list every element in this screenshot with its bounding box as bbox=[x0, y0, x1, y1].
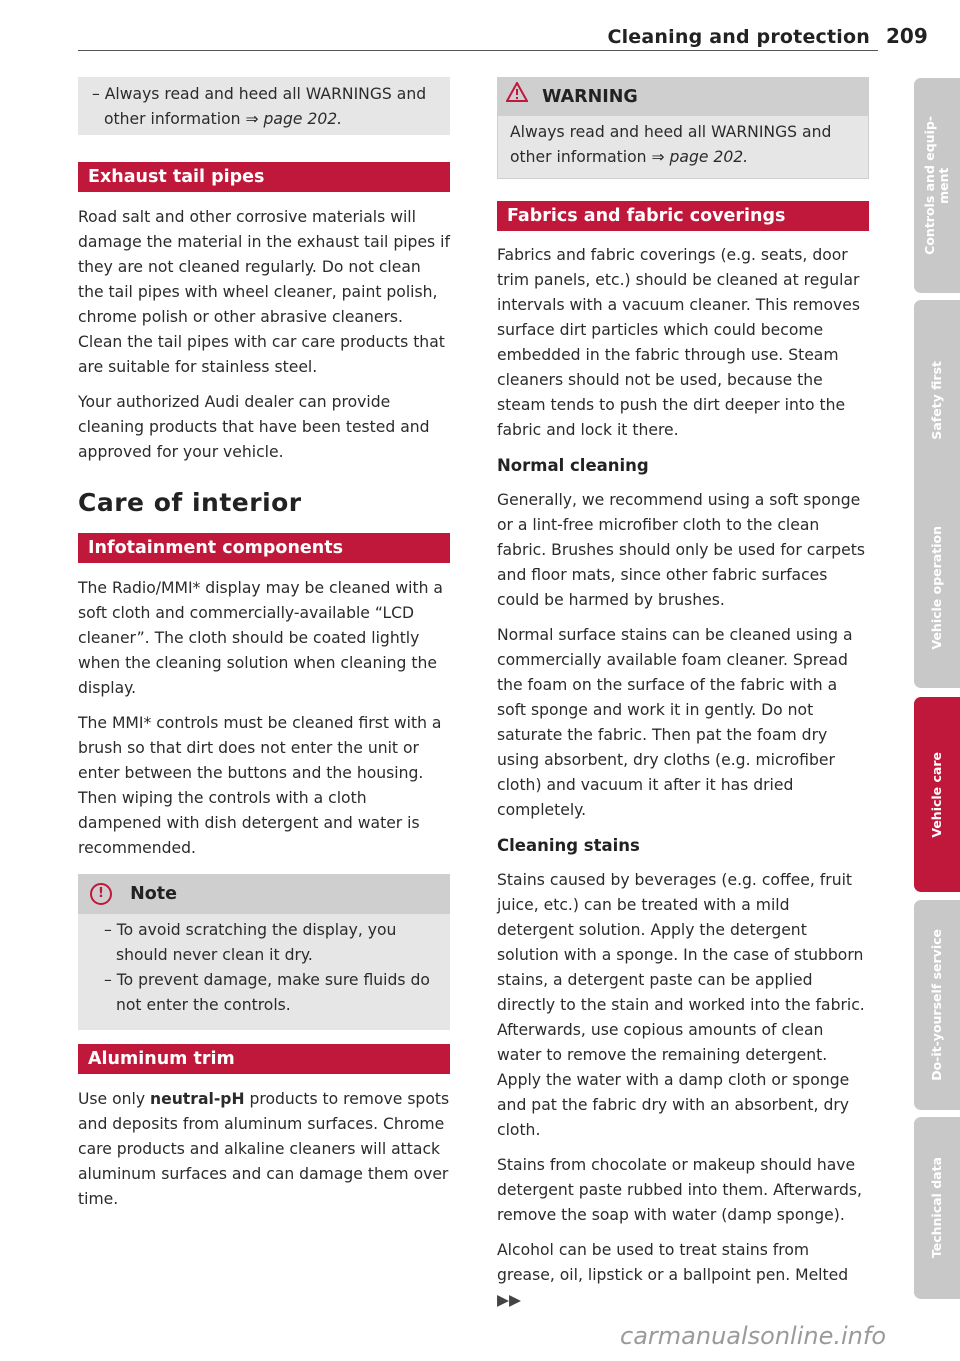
watermark: carmanualsonline.info bbox=[620, 1322, 887, 1350]
note-header bbox=[78, 874, 450, 914]
intro-bullet-text: – Always read and heed all WARNINGS and other information bbox=[92, 85, 427, 128]
normal-paragraph-2: Normal surface stains can be cleaned using a commercially available foam cleaner. Spread the foam on the surface of the fabric with a soft sponge and work it in gently. Do not saturate the fabric. Then pat the foam dry using absorbent, dry cloths (e.g. microfiber cloth) and vacuum it after it has dried completely. bbox=[497, 626, 853, 819]
arrow-icon: ⇒ bbox=[651, 148, 665, 166]
exhaust-paragraph-1: Road salt and other corrosive materials will damage the material in the exhaust tail pipes if they are not cleaned regularly. Do not clean the tail pipes with wheel cleaner, paint polish, chrome polish or other abrasive cleaners. Clean the tail pipes with car care products that are suitable for stainless steel. bbox=[78, 208, 450, 376]
normal-paragraph-1: Generally, we recommend using a soft sponge or a lint-free microfiber cloth to the clean fabric. Brushes should only be used for carpets and floor mats, since other fabric surfaces could be harmed by brushes. bbox=[497, 491, 865, 609]
continue-arrow-icon: ▶▶ bbox=[497, 1291, 521, 1309]
stains-paragraph-3: Alcohol can be used to treat stains from grease, oil, lipstick or a ballpoint pen. Melted ▶▶ bbox=[497, 1241, 849, 1309]
warning-body bbox=[498, 116, 868, 178]
note-body bbox=[78, 914, 450, 1030]
subheading-cleaning-stains: Cleaning stains bbox=[497, 836, 640, 855]
note-box bbox=[78, 874, 450, 1030]
sidetab-vehicle-operation[interactable]: Vehicle operation bbox=[914, 488, 960, 688]
page-reference-link[interactable]: page 202. bbox=[669, 148, 749, 166]
infotainment-section bbox=[78, 576, 450, 871]
intro-warning-box bbox=[78, 77, 450, 135]
warning-box bbox=[497, 77, 869, 179]
aluminum-paragraph: Use only neutral-pH products to remove spots and deposits from aluminum surfaces. Chrome care products and alkaline cleaners will attack aluminum surfaces and can damage them over time. bbox=[78, 1090, 450, 1208]
stains-paragraph-1: Stains caused by beverages (e.g. coffee, fruit juice, etc.) can be treated with a mild detergent solution. Apply the detergent solution with a sponge. In the case of stubborn stains, a detergent paste can be applied directly to the stain and worked into the fabric. Afterwards, use copious amounts of clean water to remove the remaining detergent. Apply the water with a damp cloth or sponge and pat the fabric dry with an absorbent, dry cloth. bbox=[497, 871, 865, 1139]
warning-triangle-icon bbox=[506, 78, 528, 116]
warning-text: Always read and heed all WARNINGS and other information bbox=[510, 123, 832, 166]
page-number: 209 bbox=[886, 24, 928, 48]
section-heading-aluminum: Aluminum trim bbox=[78, 1044, 450, 1074]
sidetab-diy-service[interactable]: Do-it-yourself service bbox=[914, 900, 960, 1110]
section-heading-infotainment: Infotainment components bbox=[78, 533, 450, 563]
infotainment-paragraph-1: The Radio/MMI* display may be cleaned with a soft cloth and commercially-available “LCD cleaner”. The cloth should be coated lightly when the cleaning solution when cleaning the display. bbox=[78, 579, 443, 697]
sidetab-controls[interactable]: Controls and equip- ment bbox=[914, 78, 960, 293]
info-circle-icon: ! bbox=[90, 883, 112, 905]
fabrics-paragraph-1: Fabrics and fabric coverings (e.g. seats, door trim panels, etc.) should be cleaned at regular intervals with a vacuum cleaner. This removes surface dirt particles which could become embedded in the fabric through use. Steam cleaners should not be used, because the steam tends to push the dirt deeper into the fabric and lock it there. bbox=[497, 246, 860, 439]
running-header-title: Cleaning and protection bbox=[607, 26, 870, 48]
fabrics-section bbox=[497, 243, 869, 1323]
aluminum-section bbox=[78, 1087, 450, 1222]
exhaust-section bbox=[78, 205, 450, 475]
arrow-icon: ⇒ bbox=[245, 110, 259, 128]
warning-header bbox=[498, 78, 868, 116]
infotainment-paragraph-2: The MMI* controls must be cleaned first with a brush so that dirt does not enter the unit or enter between the buttons and the housing. Then wiping the controls with a cloth dampened with dish detergent and water is recommended. bbox=[78, 714, 442, 857]
section-heading-fabrics: Fabrics and fabric coverings bbox=[497, 201, 869, 231]
warning-heading: WARNING bbox=[542, 87, 638, 107]
sidetab-technical-data[interactable]: Technical data bbox=[914, 1117, 960, 1299]
chapter-heading-care-of-interior: Care of interior bbox=[78, 488, 302, 517]
note-item: – To avoid scratching the display, you should never clean it dry. bbox=[104, 921, 397, 964]
header-rule bbox=[78, 50, 878, 51]
stains-paragraph-2: Stains from chocolate or makeup should have detergent paste rubbed into them. Afterwards, remove the soap with water (damp sponge). bbox=[497, 1156, 862, 1224]
neutral-ph-emphasis: neutral-pH bbox=[150, 1090, 245, 1108]
exhaust-paragraph-2: Your authorized Audi dealer can provide cleaning products that have been tested and approved for your vehicle. bbox=[78, 393, 430, 461]
page-reference-link[interactable]: page 202. bbox=[263, 110, 343, 128]
section-heading-exhaust: Exhaust tail pipes bbox=[78, 162, 450, 192]
sidetab-vehicle-care[interactable]: Vehicle care bbox=[914, 697, 960, 892]
note-heading: Note bbox=[130, 884, 177, 904]
subheading-normal-cleaning: Normal cleaning bbox=[497, 456, 649, 475]
sidetab-safety[interactable]: Safety first bbox=[914, 300, 960, 500]
note-item: – To prevent damage, make sure fluids do not enter the controls. bbox=[104, 971, 430, 1014]
